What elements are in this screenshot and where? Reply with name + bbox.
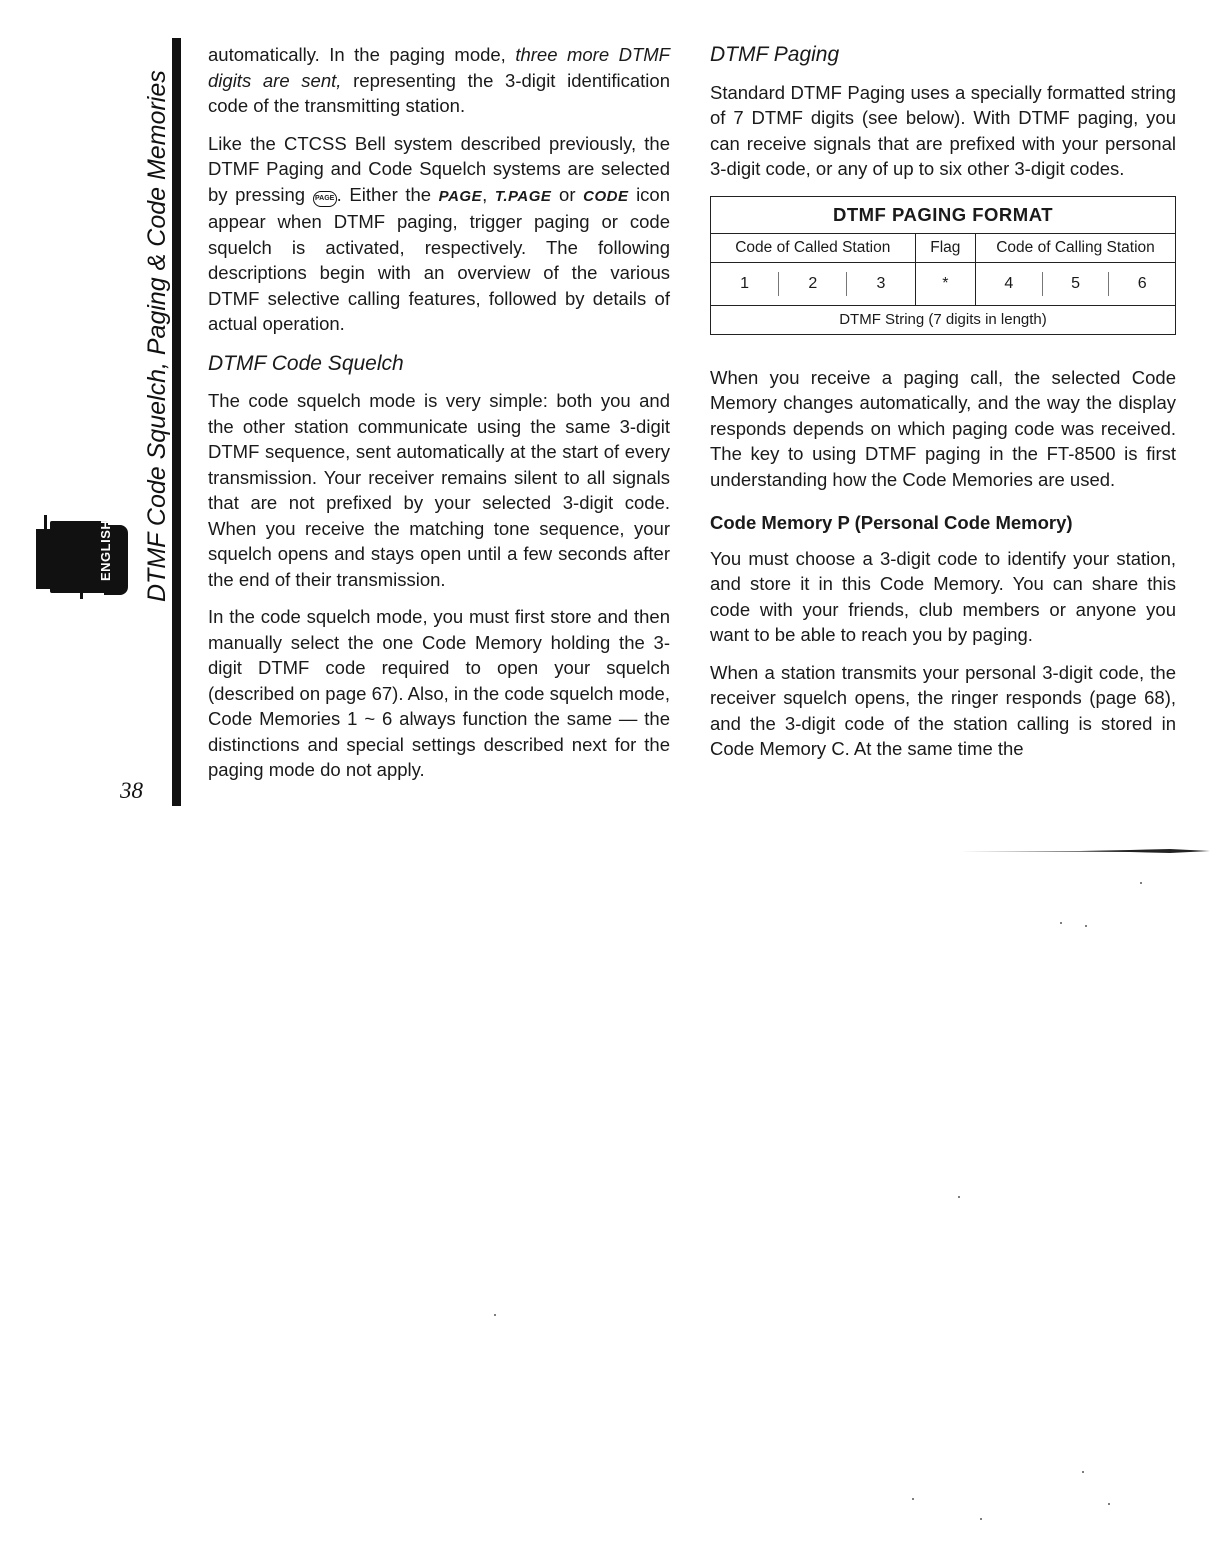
digit-cell: 3 — [876, 274, 886, 292]
scan-speck — [1085, 925, 1087, 927]
text-run: Like the CTCSS Bell system described previously, the DTMF Paging and Code Squelch systems are selected by pressing — [208, 132, 670, 205]
scan-streak — [960, 848, 1210, 854]
scan-speck — [958, 1196, 960, 1198]
digit-cell: 1 — [711, 272, 779, 296]
text-run: representing the 3-digit identification code of the transmitting station. — [208, 69, 670, 116]
paragraph: You must choose a 3-digit code to identify your station, and store it in this Code Memory. You can share this code with your friends, club members or anyone you want to be able to reach you by paging. — [710, 547, 1176, 645]
margin-black-bar — [172, 38, 181, 806]
paragraph: The code squelch mode is very simple: both you and the other station communicate using the same 3-digit DTMF sequence, sent automatically at the start of every transmission. Your receiver remains silent to all signals that are not prefixed by your selected 3-digit code. When you receive the matching tone sequence, your squelch opens and stays open until a few seconds after the end of their transmission. — [208, 390, 670, 590]
tab-tick-mark — [36, 529, 50, 589]
calling-digits-cell — [976, 262, 1176, 305]
paragraph — [208, 42, 670, 119]
page-key-icon: PAGE — [313, 191, 337, 207]
paragraph: When you receive a paging call, the selected Code Memory changes automatically, and the way the display responds depends on which paging code was received. The key to using DTMF paging in the FT-8500 is first understanding how the Code Memories are used. — [710, 366, 1176, 490]
text-run: . Either the — [336, 183, 439, 205]
paragraph: Standard DTMF Paging uses a specially formatted string of 7 DTMF digits (see below). With DTMF paging, you can receive signals that are prefixed with your personal 3-digit code, or any of up to six other 3-digit codes. — [710, 81, 1176, 179]
subsection-heading: Code Memory P (Personal Code Memory) — [710, 512, 1073, 533]
text-run: or — [551, 183, 584, 205]
section-heading: DTMF Code Squelch — [208, 351, 404, 375]
digit-cell: 4 — [976, 272, 1043, 296]
paragraph — [208, 131, 670, 337]
text-run: , — [482, 183, 495, 205]
tab-tick-mark — [80, 593, 83, 599]
table-footer-row — [711, 305, 1176, 334]
header-calling-station: Code of Calling Station — [976, 233, 1176, 262]
chapter-side-title: DTMF Code Squelch, Paging & Code Memories — [143, 70, 171, 602]
text-run: automatically. In the paging mode, — [208, 44, 516, 65]
scan-speck — [980, 1518, 982, 1520]
scan-speck — [912, 1498, 914, 1500]
table-header-row — [711, 233, 1176, 262]
digit-cell: * — [942, 274, 949, 292]
display-icon-label: PAGE — [438, 187, 483, 205]
right-column — [710, 42, 1176, 774]
language-tab — [36, 515, 128, 599]
table-title: DTMF PAGING FORMAT — [711, 196, 1176, 233]
table-digits-row — [711, 262, 1176, 305]
flag-digit-cell — [915, 262, 975, 305]
called-digits-cell — [711, 262, 916, 305]
digit-cell: 2 — [779, 272, 847, 296]
text-run: icon appear when DTMF paging, trigger paging or code squelch is activated, respectively. The following descriptions begin with an overview of the various DTMF selective calling features, followed by details of actual operation. — [208, 183, 671, 334]
digit-cell: 5 — [1043, 272, 1110, 296]
table-title-row — [711, 196, 1176, 233]
section-heading: DTMF Paging — [710, 43, 840, 66]
left-column — [208, 42, 670, 795]
header-flag: Flag — [915, 233, 975, 262]
scan-speck — [1140, 882, 1142, 884]
display-icon-label: T.PAGE — [494, 187, 552, 205]
digit-cell: 6 — [1137, 274, 1147, 292]
dtmf-paging-format-table — [710, 196, 1176, 335]
scan-speck — [1108, 1503, 1110, 1505]
display-icon-label: CODE — [583, 187, 629, 205]
scan-speck — [494, 1314, 496, 1316]
tab-label: ENGLISH — [98, 519, 113, 581]
page-number: 38 — [120, 778, 143, 803]
paragraph: When a station transmits your personal 3-digit code, the receiver squelch opens, the ringer responds (page 68), and the 3-digit code of the station calling is stored in Code Memory C. At the same time the — [710, 661, 1176, 759]
emphasis-text: three more DTMF digits are sent, — [208, 44, 670, 91]
scan-speck — [1060, 922, 1062, 924]
scan-speck — [1082, 1471, 1084, 1473]
header-called-station: Code of Called Station — [711, 233, 916, 262]
table-footer: DTMF String (7 digits in length) — [711, 305, 1176, 334]
paragraph: In the code squelch mode, you must first store and then manually select the one Code Memory holding the 3-digit DTMF code required to open your squelch (described on page 67). Also, in the code squelch mode, Code Memories 1 ~ 6 always function the same — the distinctions and special settings described next for the paging mode do not apply. — [208, 606, 670, 780]
